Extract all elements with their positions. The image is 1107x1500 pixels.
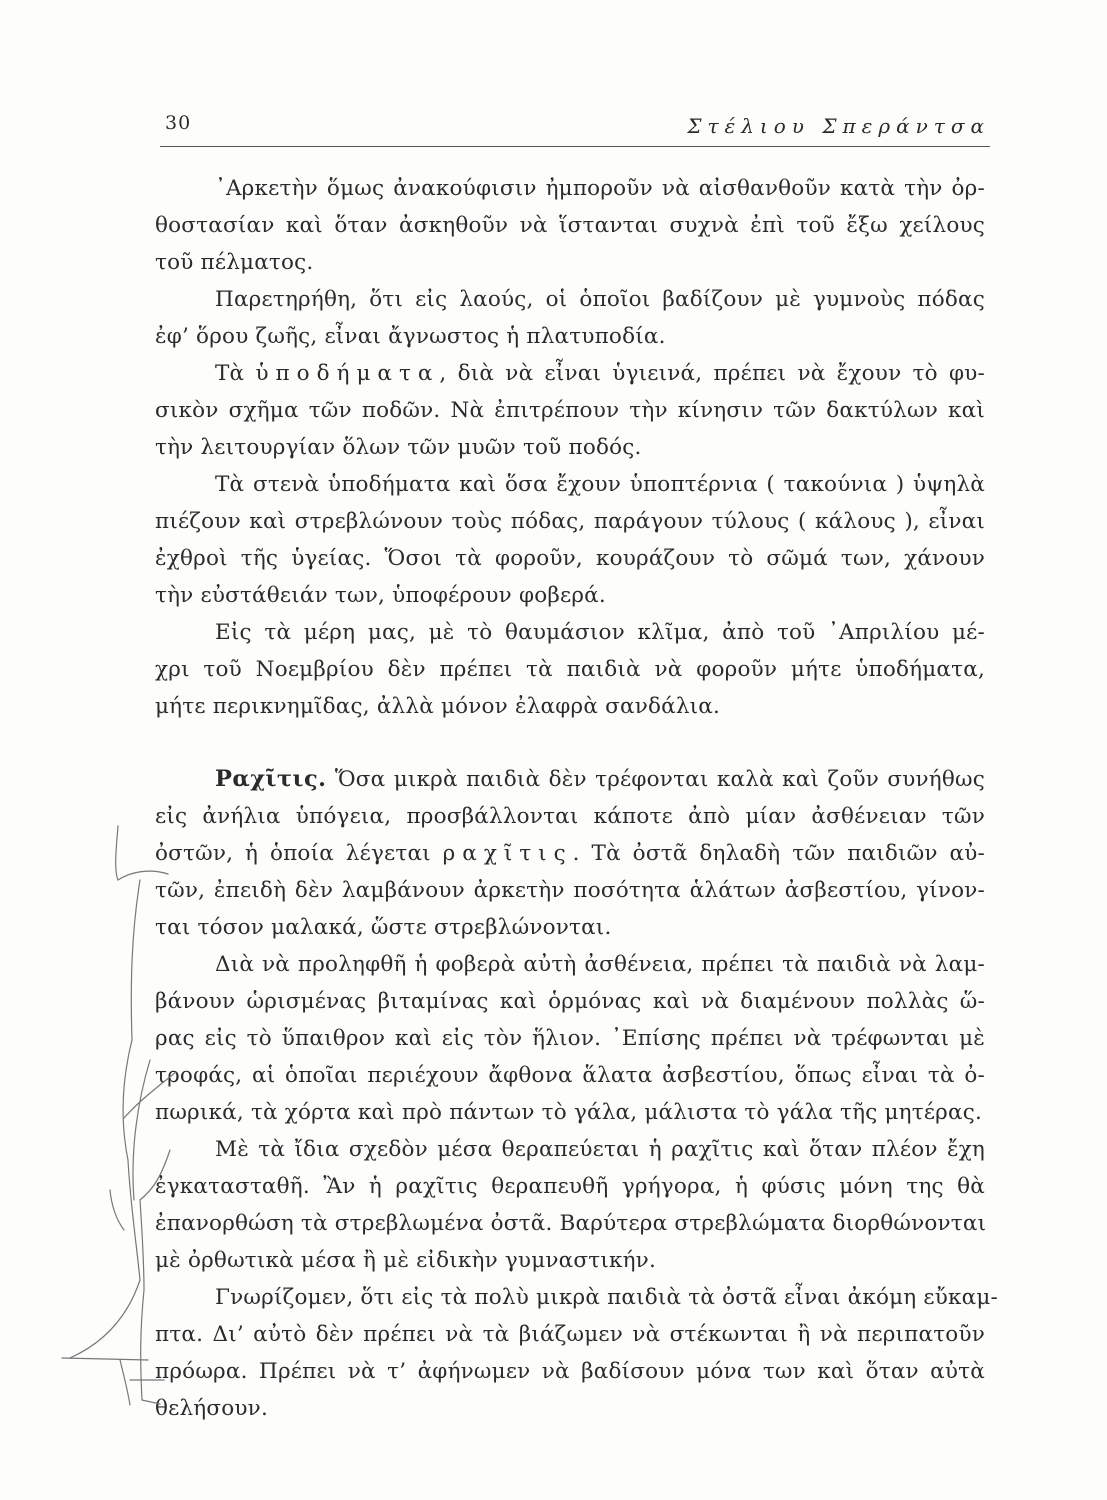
text-line: μήτε περικνημῖδας, ἀλλὰ μόνον ἐλαφρὰ σανδάλια.: [155, 694, 721, 719]
header-rule: [160, 146, 990, 147]
text-line: Γνωρίζομεν, ὅτι εἰς τὰ πολὺ μικρὰ παιδιὰ τὰ ὀστᾶ εἶναι ἀκόμη εὔκαμ-: [215, 1285, 999, 1310]
text-line: Διὰ νὰ προληφθῆ ἡ φοβερὰ αὐτὴ ἀσθένεια, πρέπει τὰ παιδιὰ νὰ λαμ-: [215, 952, 985, 977]
text-line: ἐχθροὶ τῆς ὑγείας. Ὅσοι τὰ φοροῦν, κουράζουν τὸ σῶμά των, χάνουν: [155, 546, 985, 571]
spaced-term: ραχῖτις: [442, 841, 573, 866]
sketch-stroke: [116, 826, 118, 880]
text-line: τροφάς, αἱ ὁποῖαι περιέχουν ἄφθονα ἅλατα ἀσβεστίου, ὅπως εἶναι τὰ ὀ-: [155, 1063, 985, 1088]
text-line: [155, 761, 985, 798]
text-line: Παρετηρήθη, ὅτι εἰς λαούς, οἱ ὁποῖοι βαδίζουν μὲ γυμνοὺς πόδας: [215, 287, 985, 312]
text-line: πωρικά, τὰ χόρτα καὶ πρὸ πάντων τὸ γάλα, μάλιστα τὸ γάλα τῆς μητέρας.: [155, 1100, 982, 1125]
text-line: εἰς ἀνήλια ὑπόγεια, προσβάλλονται κάποτε ἀπὸ μίαν ἀσθένειαν τῶν: [155, 804, 985, 829]
text-line: ἐπανορθώση τὰ στρεβλωμένα ὀστᾶ. Βαρύτερα στρεβλώματα διορθώνονται: [155, 1211, 987, 1236]
text-line: τοῦ πέλματος.: [155, 250, 314, 275]
sketch-stroke: [62, 1358, 148, 1360]
sketch-stroke: [123, 1040, 132, 1160]
spaced-term: ὑποδήματα: [255, 361, 440, 386]
text-line: μὲ ὀρθωτικὰ μέσα ἢ μὲ εἰδικὴν γυμναστικήν.: [155, 1248, 656, 1273]
text-line: ᾿Αρκετὴν ὅμως ἀνακούφισιν ἠμποροῦν νὰ αἰσθανθοῦν κατὰ τὴν ὀρ-: [215, 176, 985, 201]
sketch-stroke: [120, 1360, 130, 1405]
text-line: σικὸν σχῆμα τῶν ποδῶν. Νὰ ἐπιτρέπουν τὴν κίνησιν τῶν δακτύλων καὶ: [155, 398, 985, 423]
sketch-stroke: [140, 1200, 144, 1290]
sketch-stroke: [141, 1290, 144, 1400]
text-line: πτα. Δι’ αὐτὸ δὲν πρέπει νὰ τὰ βιάζωμεν νὰ στέκωνται ἢ νὰ περιπατοῦν: [155, 1322, 985, 1347]
section-gap: [155, 725, 985, 761]
body-text: [155, 170, 999, 1427]
text-line: ρας εἰς τὸ ὕπαιθρον καὶ εἰς τὸν ἥλιον. ᾿Επίσης πρέπει νὰ τρέφωνται μὲ: [155, 1026, 985, 1051]
text-line: Μὲ τὰ ἴδια σχεδὸν μέσα θεραπεύεται ἡ ραχῖτις καὶ ὅταν πλέον ἔχη: [215, 1137, 985, 1162]
text-line: βάνουν ὡρισμένας βιταμίνας καὶ ὁρμόνας καὶ νὰ διαμένουν πολλὰς ὥ-: [155, 989, 985, 1014]
text-line: Εἰς τὰ μέρη μας, μὲ τὸ θαυμάσιον κλῖμα, ἀπὸ τοῦ ᾿Απριλίου μέ-: [215, 620, 985, 645]
text-line: τὴν λειτουργίαν ὅλων τῶν μυῶν τοῦ ποδός.: [155, 435, 642, 460]
text-line: τῶν, ἐπειδὴ δὲν λαμβάνουν ἀρκετὴν ποσότητα ἁλάτων ἀσβεστίου, γίνον-: [155, 878, 985, 903]
sketch-stroke: [133, 1060, 150, 1200]
text-line: [155, 835, 985, 872]
text-line: χρι τοῦ Νοεμβρίου δὲν πρέπει τὰ παιδιὰ νὰ φοροῦν μήτε ὑποδήματα,: [155, 657, 985, 682]
text-line: [155, 355, 985, 392]
text-line: πρόωρα. Πρέπει νὰ τ’ ἀφήνωμεν νὰ βαδίσουν μόνα των καὶ ὅταν αὐτὰ: [155, 1359, 985, 1384]
page-header: [165, 112, 990, 142]
text-line: θοστασίαν καὶ ὅταν ἀσκηθοῦν νὰ ἵστανται συχνὰ ἐπὶ τοῦ ἔξω χείλους: [155, 213, 985, 238]
sketch-stroke: [70, 1280, 140, 1358]
text-line: ἐφ’ ὅρου ζωῆς, εἶναι ἄγνωστος ἡ πλατυποδία.: [155, 324, 666, 349]
text-line: θελήσουν.: [155, 1396, 268, 1421]
line-segment: . Τὰ ὀστᾶ δηλαδὴ τῶν παιδιῶν αὐ-: [572, 841, 985, 866]
sketch-stroke: [131, 880, 140, 1040]
line-segment: Ὅσα μικρὰ παιδιὰ δὲν τρέφονται καλὰ καὶ ζοῦν συνήθως: [326, 767, 985, 792]
text-line: ἐγκατασταθῆ. Ἂν ἡ ραχῖτις θεραπευθῆ γρήγορα, ἡ φύσις μόνη της θὰ: [155, 1174, 985, 1199]
text-line: τὴν εὐστάθειάν των, ὑποφέρουν φοβερά.: [155, 583, 606, 608]
sketch-stroke: [128, 1160, 140, 1280]
line-segment: Τὰ: [215, 361, 245, 386]
sketch-stroke: [110, 1190, 124, 1230]
running-head: Στέλιου Σπεράντσα: [687, 114, 990, 138]
page-number: 30: [165, 112, 192, 134]
line-segment: , διὰ νὰ εἶναι ὑγιεινά, πρέπει νὰ ἔχουν τὸ φυ-: [439, 361, 985, 386]
text-line: Τὰ στενὰ ὑποδήματα καὶ ὅσα ἔχουν ὑποπτέρνια ( τακούνια ) ὑψηλὰ: [215, 472, 985, 497]
text-line: ται τόσον μαλακά, ὥστε στρεβλώνονται.: [155, 915, 612, 940]
section-heading: Ραχῖτις.: [215, 766, 327, 792]
line-segment: ὀστῶν, ἡ ὁποία λέγεται: [155, 841, 431, 866]
text-line: πιέζουν καὶ στρεβλώνουν τοὺς πόδας, παράγουν τύλους ( κάλους ), εἶναι: [155, 509, 985, 534]
